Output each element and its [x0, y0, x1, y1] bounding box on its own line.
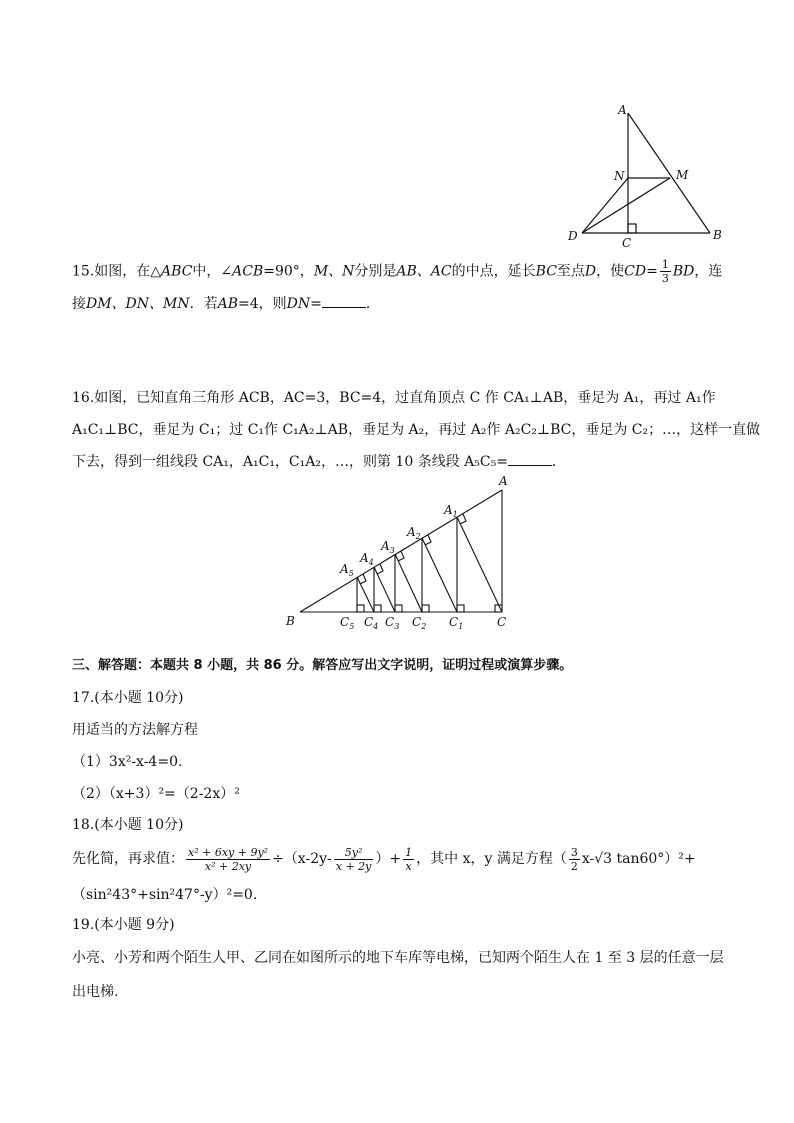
- segment-C4A5: [357, 577, 374, 612]
- label-N: N: [614, 169, 625, 183]
- fraction-numerator: 1: [661, 258, 669, 271]
- figure-15: [560, 98, 730, 253]
- right-angle-marker: [628, 224, 636, 233]
- q15-bd: BD: [672, 263, 695, 280]
- right-angle-marker: [422, 605, 429, 612]
- label-C1: $C_1$: [449, 615, 464, 631]
- segment-C2A3: [395, 554, 422, 612]
- label-A2: $A_2$: [407, 525, 421, 541]
- q17-title: 17.(本小题 10分): [72, 690, 184, 706]
- fraction-numerator: 1: [405, 845, 413, 859]
- label-C: C: [622, 236, 632, 250]
- q16-line2: A₁C₁⊥BC，垂足为 C₁；过 C₁作 C₁A₂⊥AB，垂足为 A₂，再过 A₂作 A₂C₂⊥BC，垂足为 C₂；…，这样一直做: [72, 422, 761, 438]
- label-A3: $A_3$: [381, 539, 395, 555]
- q18-text: ，其中 x，y 满足方程（: [416, 851, 567, 867]
- q18-title: 18.(本小题 10分): [72, 817, 184, 833]
- q18-text: 先化简，再求值：: [72, 851, 184, 867]
- q16-text: 下去，得到一组线段 CA₁，A₁C₁，C₁A₂，…，则第 10 条线段 A₅C₅=: [72, 454, 508, 470]
- q17-intro: 用适当的方法解方程: [72, 722, 198, 738]
- label-A1: $A_1$: [444, 503, 458, 519]
- label-C4: $C_4$: [364, 615, 379, 631]
- segment-AB: [628, 113, 710, 233]
- q15-text: 中，∠: [192, 263, 233, 280]
- q15-text: ，连: [694, 263, 723, 280]
- q15-dn: DN: [286, 296, 311, 312]
- label-C: C: [497, 615, 507, 629]
- q15-mn: M、N: [313, 263, 355, 280]
- right-angle-marker: [357, 605, 364, 612]
- q19-line1: 小亮、小芳和两个陌生人甲、乙同在如图所示的地下车库等电梯，已知两个陌生人在 1 至 3 层的任意一层: [72, 950, 724, 966]
- q15-ab2: AB: [217, 296, 239, 312]
- q18-fraction: [186, 846, 270, 873]
- q15-cd: CD: [624, 263, 647, 280]
- q18-fraction: [334, 846, 374, 873]
- q18-text: ÷（x-2y-: [272, 851, 332, 867]
- q17-part1: （1）3x²-x-4=0.: [72, 754, 183, 770]
- q19-title: 19.(本小题 9分): [72, 917, 175, 933]
- q15-text: =4，则: [238, 296, 287, 312]
- q15-line1: [72, 258, 722, 285]
- q15-text: 至点: [556, 263, 585, 280]
- label-B: B: [713, 228, 722, 242]
- label-A: A: [499, 474, 508, 488]
- q15-ab: AB、AC: [396, 263, 452, 280]
- q18-line2: （sin²43°+sin²47°-y）²=0.: [72, 887, 258, 903]
- segment-DN: [582, 178, 628, 233]
- fraction-denominator: x: [405, 859, 412, 873]
- label-C5: $C_5$: [340, 615, 355, 631]
- segment-C1A2: [422, 538, 457, 612]
- right-angle-marker: [374, 605, 381, 612]
- section-heading: 三、解答题：本题共 8 小题，共 86 分。解答应写出文字说明，证明过程或演算步骤。: [72, 658, 573, 673]
- q16-line1: 16.如图，已知直角三角形 ACB，AC=3，BC=4，过直角顶点 C 作 CA₁⊥AB，垂足为 A₁，再过 A₁作: [72, 390, 716, 406]
- q15-text: =: [310, 296, 322, 312]
- q15-text: 15.如图，在△: [72, 263, 162, 280]
- fraction-numerator: 3: [570, 845, 578, 859]
- segment-CA1: [457, 517, 502, 612]
- q19-line2: 出电梯.: [72, 984, 119, 1000]
- label-B: B: [286, 614, 295, 628]
- label-C3: $C_3$: [385, 615, 400, 631]
- q15-acb: ACB: [232, 263, 264, 280]
- fraction-numerator: x² + 6xy + 9y²: [188, 845, 269, 859]
- answer-blank[interactable]: [322, 295, 366, 308]
- fraction-denominator: 3: [661, 272, 669, 285]
- q15-text: =90°，: [263, 263, 314, 280]
- segment-DM: [582, 178, 670, 233]
- q15-text: 接: [72, 296, 86, 312]
- label-C2: $C_2$: [412, 615, 427, 631]
- q16-line3: [72, 452, 566, 472]
- label-A: A: [618, 103, 627, 117]
- q17-part2: （2）（x+3）²=（2-2x）²: [72, 786, 240, 802]
- label-M: M: [676, 168, 689, 182]
- q15-text: 分别是: [354, 263, 397, 280]
- q18-text: x-√3 tan60°）²+: [581, 851, 696, 867]
- q15-text: 的中点，延长: [451, 263, 536, 280]
- label-A5: $A_5$: [340, 562, 354, 578]
- q15-abc: ABC: [161, 263, 193, 280]
- q18-fraction: [569, 846, 580, 873]
- right-angle-marker: [460, 514, 466, 524]
- q15-text: ．若: [189, 296, 218, 312]
- q18-text: ）+: [375, 851, 402, 867]
- fraction-denominator: x² + 2xy: [204, 859, 252, 873]
- q15-bc: BC: [535, 263, 557, 280]
- q15-text: ．: [365, 296, 380, 312]
- q15-d: D: [584, 263, 597, 280]
- q15-fraction: [660, 258, 671, 285]
- q15-line2: [72, 294, 380, 314]
- q18-fraction: [403, 846, 414, 873]
- fraction-denominator: 2: [570, 859, 578, 873]
- right-angle-marker: [457, 605, 464, 612]
- q16-text: ．: [551, 454, 566, 470]
- q15-segments: DM、DN、MN: [86, 296, 190, 312]
- q15-text: =: [646, 263, 658, 280]
- fraction-denominator: x + 2y: [335, 859, 372, 873]
- figure-16: [280, 470, 530, 632]
- q18-line1: [72, 842, 696, 876]
- label-A4: $A_4$: [360, 551, 374, 567]
- answer-blank[interactable]: [508, 453, 552, 466]
- right-angle-marker: [395, 605, 402, 612]
- label-D: D: [568, 229, 578, 243]
- q15-text: ，使: [596, 263, 625, 280]
- fraction-numerator: 5y²: [334, 846, 374, 860]
